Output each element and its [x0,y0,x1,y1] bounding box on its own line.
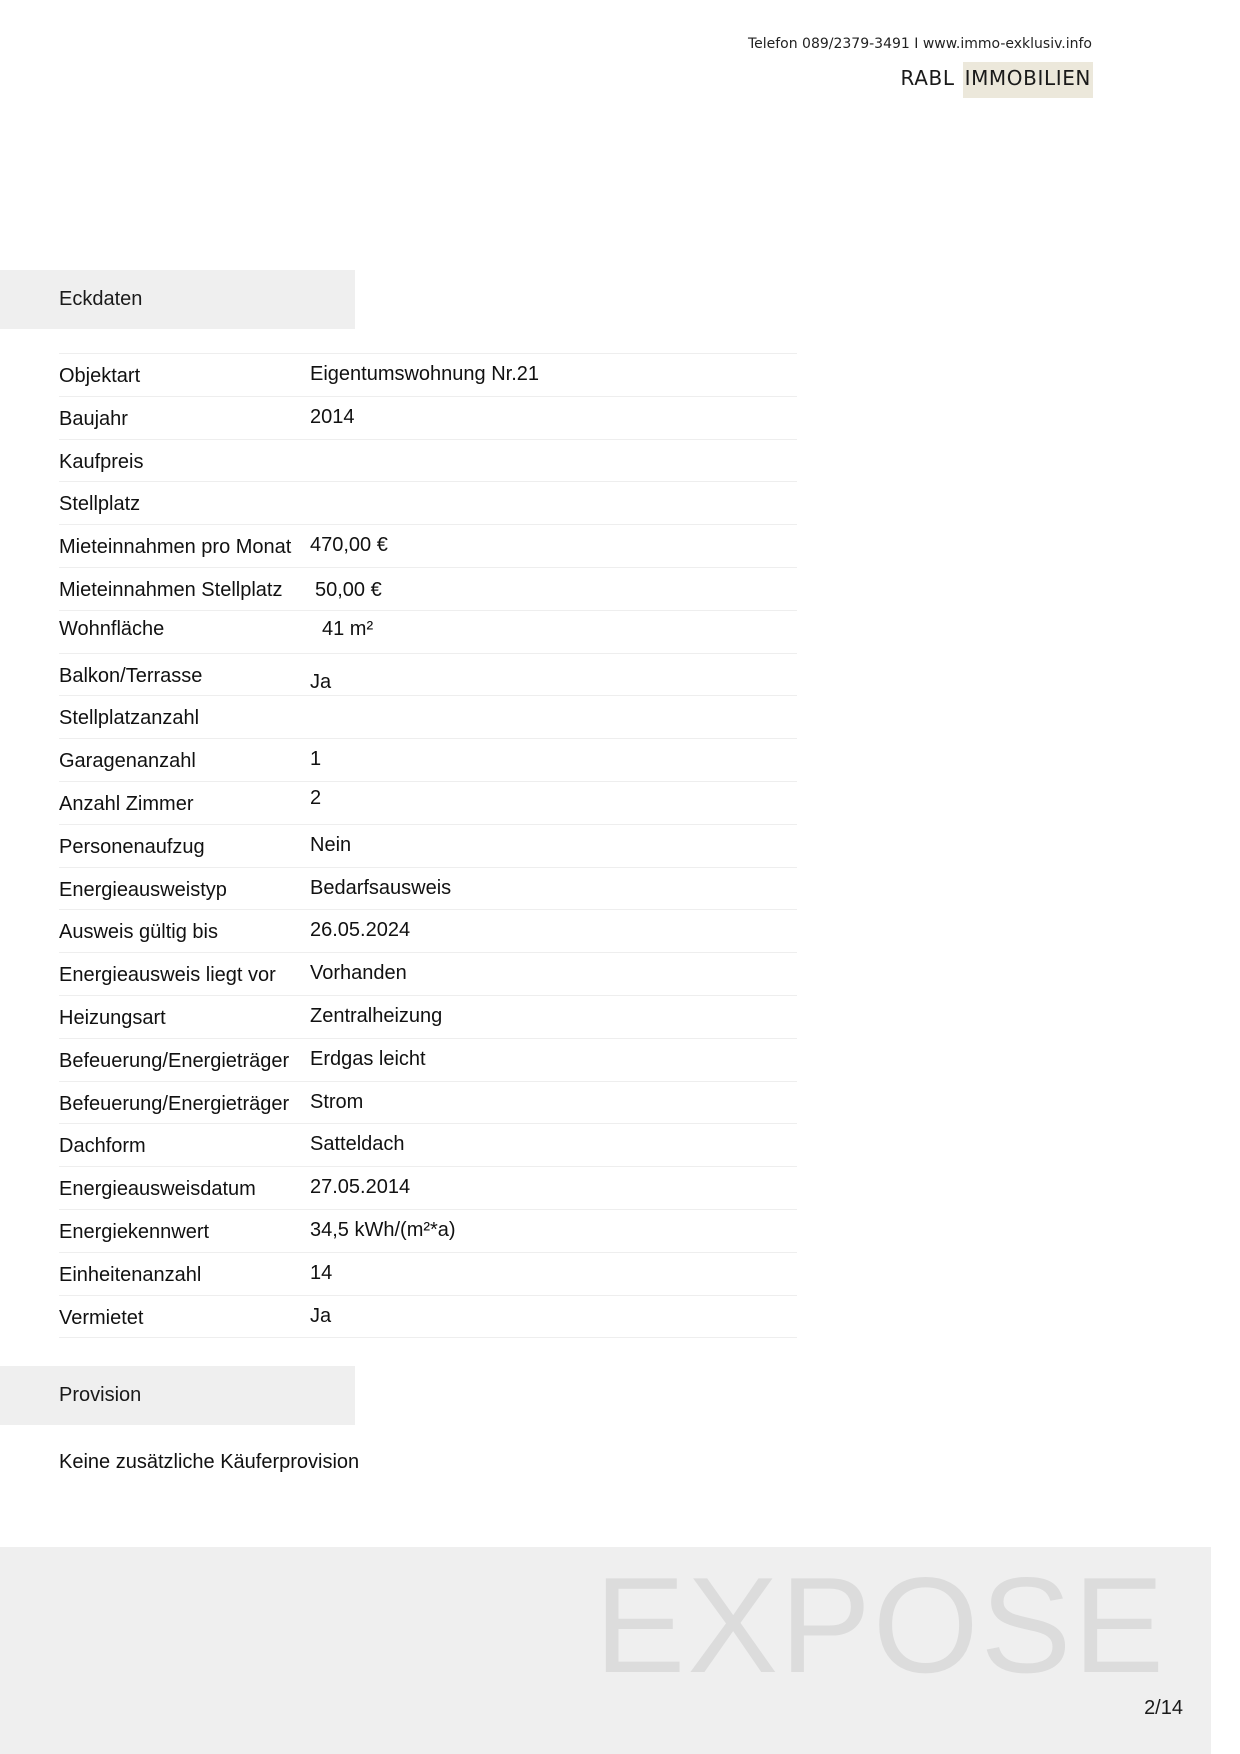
fact-row [59,695,797,738]
fact-value: Nein [310,833,352,856]
fact-label: Anzahl Zimmer [59,792,194,815]
fact-row [59,1166,797,1209]
fact-row [59,1123,797,1166]
fact-row [59,909,797,952]
fact-row [59,1038,797,1081]
fact-row [59,824,797,867]
fact-value: 2014 [310,405,355,428]
fact-value: 27.05.2014 [310,1176,411,1199]
fact-row [59,524,797,567]
fact-label: Mieteinnahmen pro Monat [59,536,292,559]
fact-row [59,653,797,696]
fact-value: 2 [310,786,322,809]
provision-text: Keine zusätzliche Käuferprovision [59,1451,360,1473]
fact-value: Erdgas leicht [310,1047,426,1070]
fact-label: Balkon/Terrasse [59,664,203,687]
logo-text-immobilien: IMMOBILIEN [963,62,1093,98]
logo-text-rabl: RABL [900,66,955,90]
company-logo [901,62,1093,98]
fact-row [59,952,797,995]
facts-table [59,353,797,1338]
fact-label: Vermietet [59,1306,144,1329]
fact-value: 34,5 kWh/(m²*a) [310,1218,456,1241]
fact-label: Garagenanzahl [59,750,196,773]
fact-label: Stellplatzanzahl [59,707,200,730]
section-header-eckdaten [0,270,355,329]
fact-label: Baujahr [59,407,128,430]
fact-label: Einheitenanzahl [59,1263,202,1286]
fact-value: Strom [310,1090,364,1113]
fact-label: Dachform [59,1135,146,1158]
section-title-provision: Provision [59,1384,142,1406]
fact-value: 26.05.2024 [310,919,411,942]
fact-label: Personenaufzug [59,835,205,858]
fact-row [59,610,797,653]
fact-label: Befeuerung/Energieträger [59,1049,290,1072]
section-header-provision [0,1366,355,1425]
footer-band [0,1547,1211,1754]
fact-value: Ja [310,1304,332,1327]
fact-row [59,781,797,824]
fact-value: Bedarfsausweis [310,876,452,899]
fact-value: 41 m² [322,617,374,640]
page-number: 2/14 [1144,1697,1183,1719]
fact-label: Energiekennwert [59,1220,210,1243]
fact-label: Kaufpreis [59,450,144,473]
fact-value: 1 [310,748,322,771]
fact-value: Ja [310,670,332,693]
fact-row [59,1252,797,1295]
fact-row [59,1081,797,1124]
fact-row [59,481,797,524]
fact-label: Energieausweisdatum [59,1178,256,1201]
fact-row [59,396,797,439]
fact-row [59,1295,797,1339]
fact-label: Stellplatz [59,493,141,516]
fact-value: 470,00 € [310,534,388,557]
fact-label: Ausweis gültig bis [59,921,218,944]
fact-label: Mieteinnahmen Stellplatz [59,578,283,601]
fact-row [59,1209,797,1252]
fact-label: Energieausweistyp [59,878,227,901]
fact-value: 14 [310,1261,333,1284]
fact-row [59,567,797,610]
contact-line: Telefon 089/2379-3491 I www.immo-exklusiv.info [747,36,1092,52]
fact-value: 50,00 € [315,578,382,601]
fact-label: Befeuerung/Energieträger [59,1092,290,1115]
fact-value: Zentralheizung [310,1004,443,1027]
fact-row [59,867,797,910]
fact-label: Energieausweis liegt vor [59,964,276,987]
fact-row [59,439,797,482]
section-title-eckdaten: Eckdaten [59,288,143,310]
fact-row [59,738,797,781]
fact-value: Eigentumswohnung Nr.21 [310,363,540,385]
fact-value: Satteldach [310,1133,405,1156]
fact-value: Vorhanden [310,962,407,985]
fact-row [59,353,797,396]
fact-label: Objektart [59,365,141,387]
fact-row [59,995,797,1038]
fact-label: Wohnfläche [59,617,165,640]
expose-watermark: EXPOSE [594,1549,1166,1701]
fact-label: Heizungsart [59,1006,166,1029]
